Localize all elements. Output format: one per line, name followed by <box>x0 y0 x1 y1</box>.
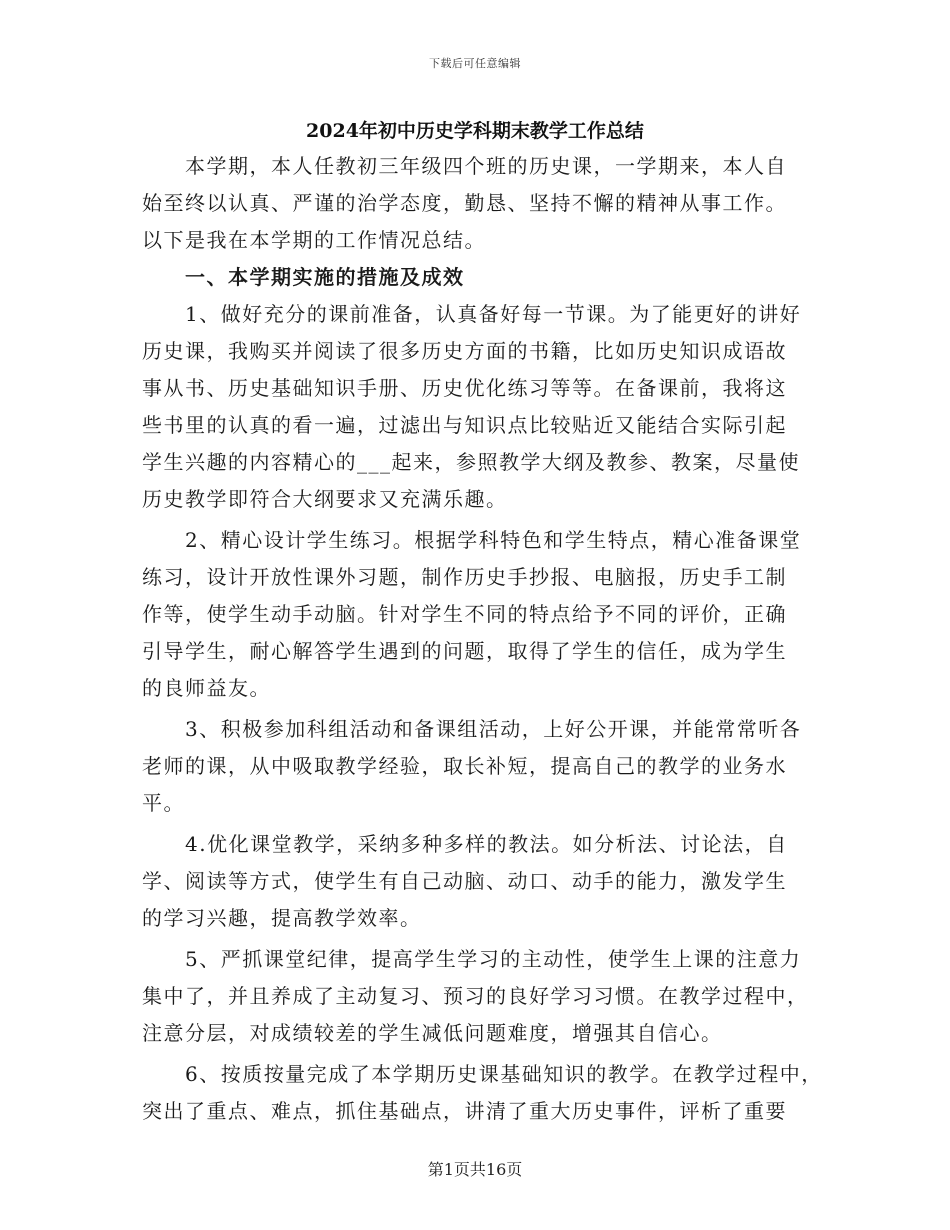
document-title: 2024年初中历史学科期末教学工作总结 <box>306 120 644 142</box>
paragraph-line: 注意分层，对成绩较差的学生减低问题难度，增强其自信心。 <box>142 1021 723 1045</box>
paragraph-line: 历史课，我购买并阅读了很多历史方面的书籍，比如历史知识成语故 <box>142 339 787 363</box>
paragraph-line: 事从书、历史基础知识手册、历史优化练习等等。在备课前，我将这 <box>142 376 787 400</box>
section-heading-text: 一、本学期实施的措施及成效 <box>185 265 465 289</box>
paragraph-line: 1、做好充分的课前准备，认真备好每一节课。为了能更好的讲好 <box>185 302 802 326</box>
paragraph-line: 练习，设计开放性课外习题，制作历史手抄报、电脑报，历史手工制 <box>142 565 787 589</box>
paragraph-line: 学、阅读等方式，使学生有自己动脑、动口、动手的能力，激发学生 <box>142 869 787 893</box>
paragraph-item-6 <box>142 1056 832 1130</box>
paragraph-item-4 <box>142 826 832 937</box>
paragraph-line: 集中了，并且养成了主动复习、预习的良好学习习惯。在教学过程中， <box>142 984 809 1008</box>
paragraph-line: 5、严抓课堂纪律，提高学生学习的主动性，使学生上课的注意力 <box>185 947 802 971</box>
paragraph-line: 6、按质按量完成了本学期历史课基础知识的教学。在教学过程中， <box>185 1062 823 1086</box>
paragraph-line: 老师的课，从中吸取教学经验，取长补短，提高自己的教学的业务水 <box>142 754 787 778</box>
paragraph-line: 作等，使学生动手动脑。针对学生不同的特点给予不同的评价，正确 <box>142 602 787 626</box>
paragraph-line: 3、积极参加科组活动和备课组活动，上好公开课，并能常常听各 <box>185 717 802 741</box>
paragraph-item-3 <box>142 711 832 822</box>
paragraph-line: 以下是我在本学期的工作情况总结。 <box>142 228 486 252</box>
paragraph-line: 突出了重点、难点，抓住基础点，讲清了重大历史事件，评析了重要 <box>142 1099 787 1123</box>
paragraph-intro <box>142 148 832 259</box>
paragraph-item-5 <box>142 941 832 1052</box>
page-number-footer: 第1页共16页 <box>427 1160 523 1179</box>
paragraph-line: 历史教学即符合大纲要求又充满乐趣。 <box>142 487 508 511</box>
paragraph-line: 些书里的认真的看一遍，过滤出与知识点比较贴近又能结合实际引起 <box>142 413 787 437</box>
paragraph-line: 平。 <box>142 791 185 815</box>
paragraph-line: 2、精心设计学生练习。根据学科特色和学生特点，精心准备课堂 <box>185 528 802 552</box>
paragraph-line: 引导学生，耐心解答学生遇到的问题，取得了学生的信任，成为学生 <box>142 639 787 663</box>
paragraph-line: 学生兴趣的内容精心的___起来，参照教学大纲及教参、教案，尽量使 <box>142 450 800 474</box>
paragraph-line: 4.优化课堂教学，采纳多种多样的教法。如分析法、讨论法，自 <box>185 832 788 856</box>
paragraph-line: 始至终以认真、严谨的治学态度，勤恳、坚持不懈的精神从事工作。 <box>142 191 787 215</box>
section-heading <box>142 259 832 296</box>
header-note: 下载后可任意编辑 <box>429 57 521 70</box>
paragraph-line: 本学期，本人任教初三年级四个班的历史课，一学期来，本人自 <box>185 154 787 178</box>
paragraph-item-1 <box>142 296 832 518</box>
document-body <box>142 148 832 1130</box>
paragraph-line: 的学习兴趣，提高教学效率。 <box>142 906 422 930</box>
paragraph-line: 的良师益友。 <box>142 676 271 700</box>
paragraph-item-2 <box>142 522 832 707</box>
